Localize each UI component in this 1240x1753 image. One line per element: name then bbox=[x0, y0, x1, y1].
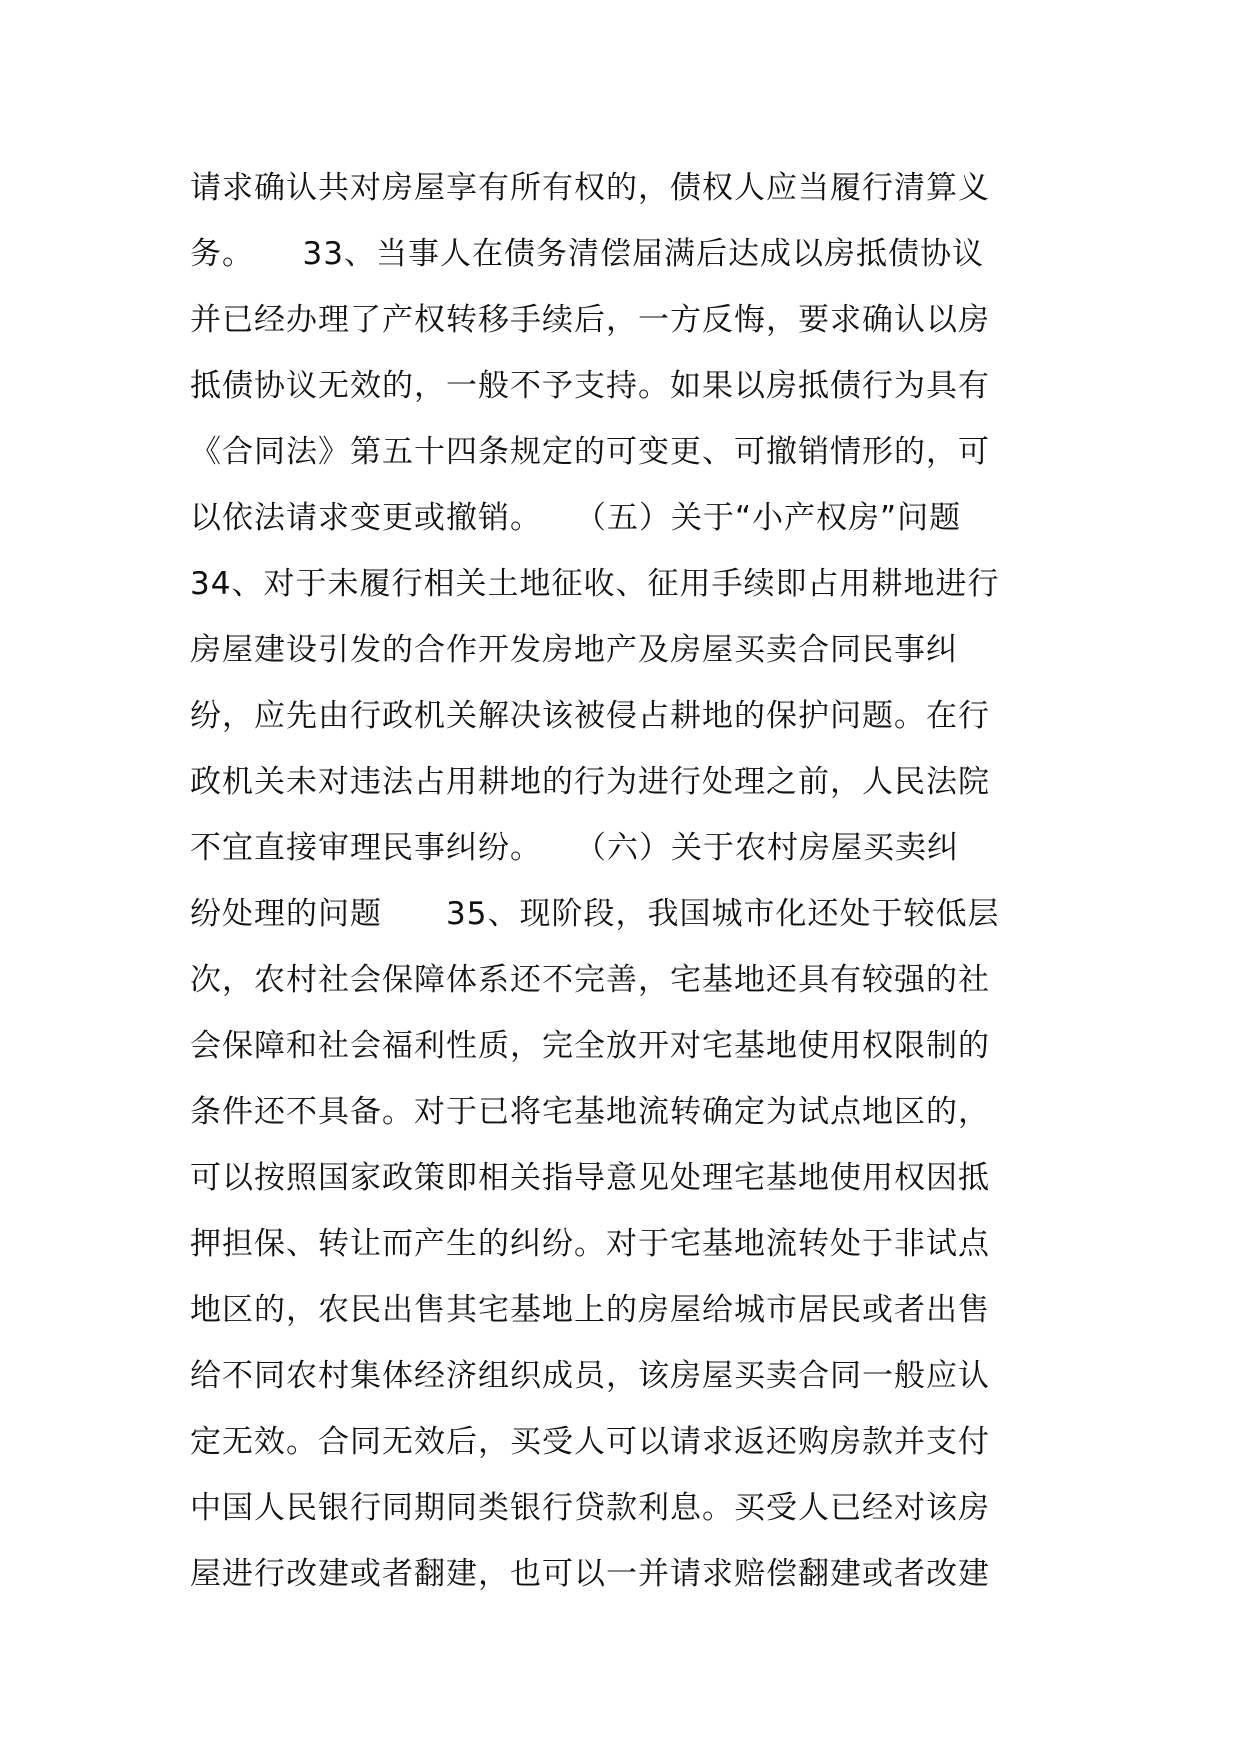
text-line-6: 以依法请求变更或撤销。 （五）关于“小产权房”问题 bbox=[190, 500, 962, 536]
text-line-16: 可以按照国家政策即相关指导意见处理宅基地使用权因抵 bbox=[190, 1160, 990, 1196]
text-line-10: 政机关未对违法占用耕地的行为进行处理之前，人民法院 bbox=[190, 764, 990, 800]
text-line-12: 纷处理的问题 35、现阶段，我国城市化还处于较低层 bbox=[190, 896, 1000, 932]
text-line-21: 中国人民银行同期同类银行贷款利息。买受人已经对该房 bbox=[190, 1490, 990, 1526]
text-line-5: 《合同法》第五十四条规定的可变更、可撤销情形的，可 bbox=[190, 434, 990, 470]
text-line-18: 地区的，农民出售其宅基地上的房屋给城市居民或者出售 bbox=[190, 1292, 990, 1328]
text-line-17: 押担保、转让而产生的纠纷。对于宅基地流转处于非试点 bbox=[190, 1226, 990, 1262]
text-line-19: 给不同农村集体经济组织成员，该房屋买卖合同一般应认 bbox=[190, 1358, 990, 1394]
text-line-13: 次，农村社会保障体系还不完善，宅基地还具有较强的社 bbox=[190, 962, 990, 998]
text-line-9: 纷，应先由行政机关解决该被侵占耕地的保护问题。在行 bbox=[190, 698, 990, 734]
text-line-14: 会保障和社会福利性质，完全放开对宅基地使用权限制的 bbox=[190, 1028, 990, 1064]
text-line-20: 定无效。合同无效后，买受人可以请求返还购房款并支付 bbox=[190, 1424, 990, 1460]
text-line-1: 请求确认共对房屋享有所有权的，债权人应当履行清算义 bbox=[190, 170, 990, 206]
text-line-15: 条件还不具备。对于已将宅基地流转确定为试点地区的， bbox=[190, 1094, 990, 1130]
text-line-11: 不宜直接审理民事纠纷。 （六）关于农村房屋买卖纠 bbox=[190, 830, 959, 866]
text-line-2: 务。 33、当事人在债务清偿届满后达成以房抵债协议 bbox=[190, 236, 984, 272]
body-text bbox=[190, 155, 1070, 1607]
text-line-22: 屋进行改建或者翻建，也可以一并请求赔偿翻建或者改建 bbox=[190, 1556, 990, 1592]
text-line-8: 房屋建设引发的合作开发房地产及房屋买卖合同民事纠 bbox=[190, 632, 958, 668]
text-line-7: 34、对于未履行相关土地征收、征用手续即占用耕地进行 bbox=[190, 566, 1000, 602]
text-line-3: 并已经办理了产权转移手续后，一方反悔，要求确认以房 bbox=[190, 302, 990, 338]
text-line-4: 抵债协议无效的，一般不予支持。如果以房抵债行为具有 bbox=[190, 368, 990, 404]
